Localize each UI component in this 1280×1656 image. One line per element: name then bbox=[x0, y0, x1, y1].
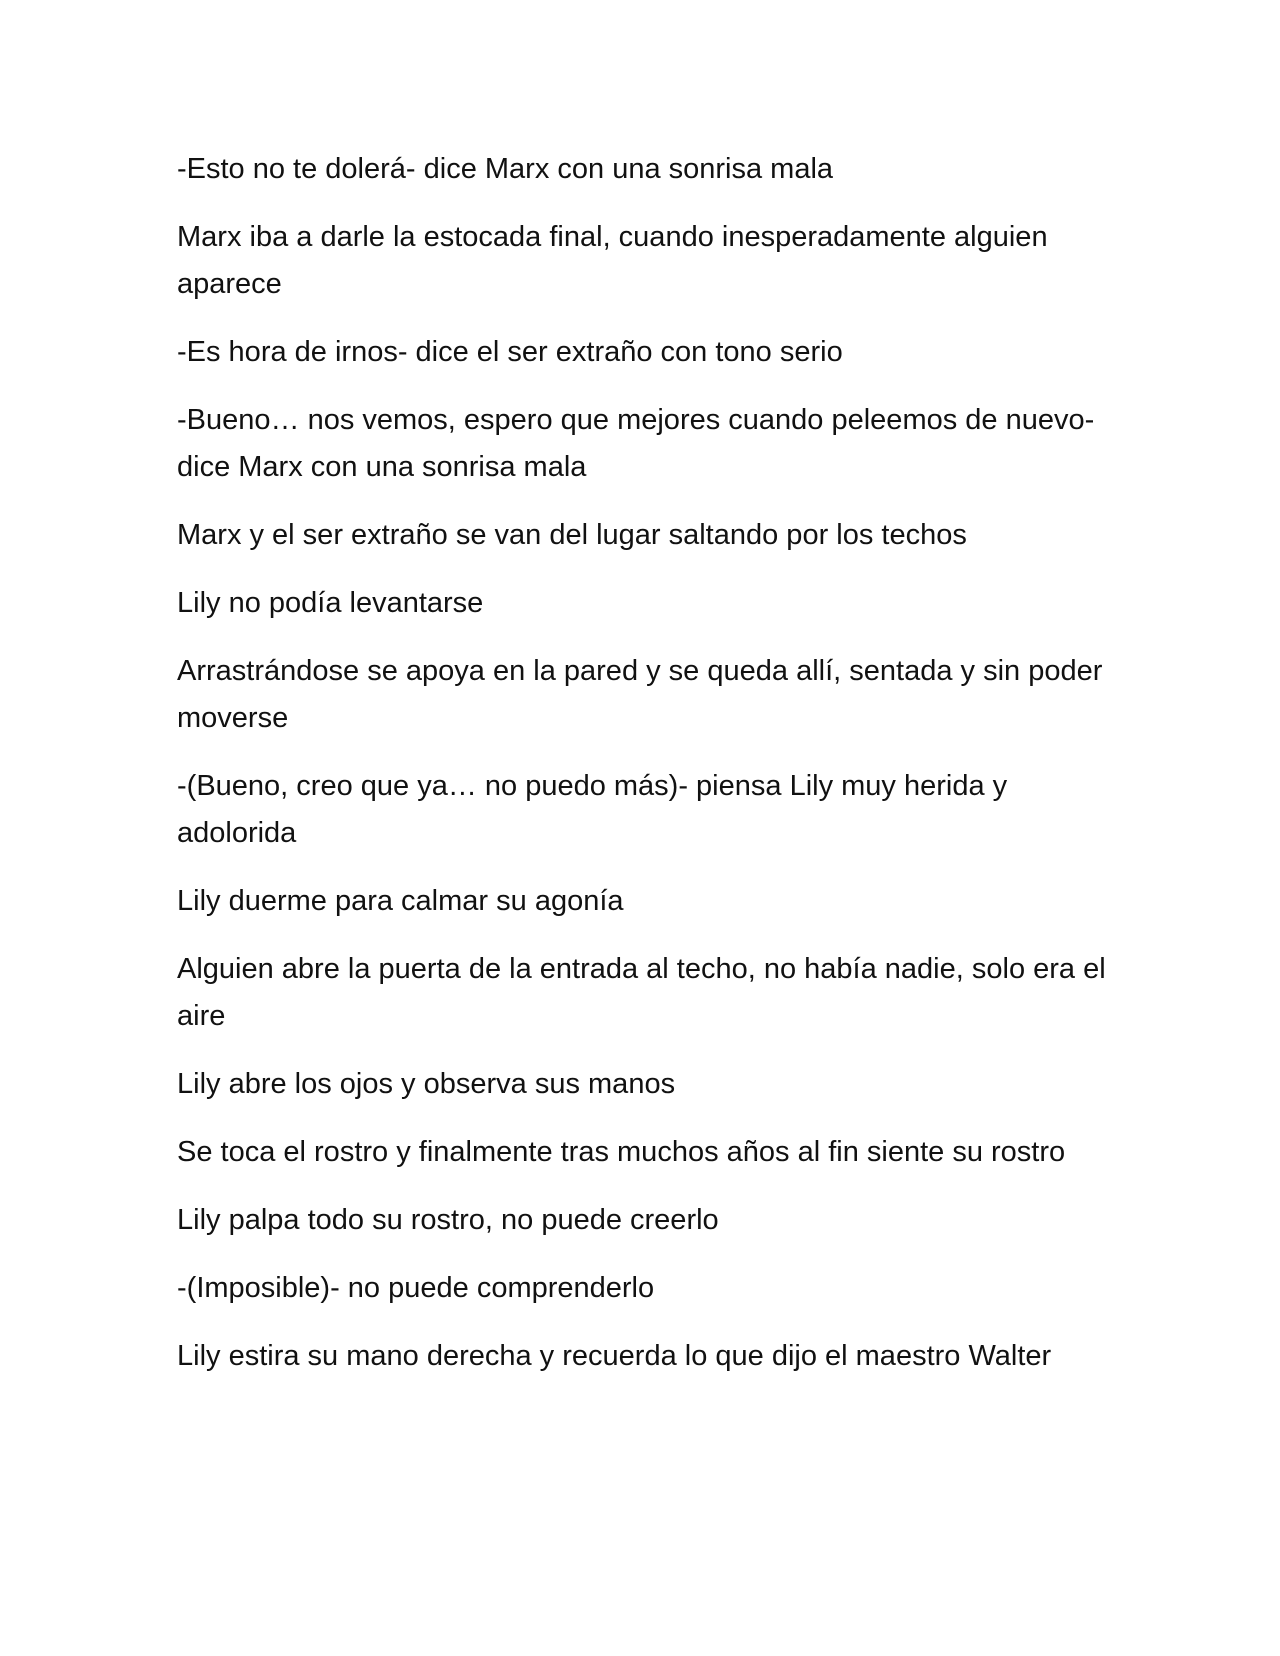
paragraph: Alguien abre la puerta de la entrada al techo, no había nadie, solo era el aire bbox=[177, 953, 1106, 1032]
paragraph: Lily estira su mano derecha y recuerda lo que dijo el maestro Walter bbox=[177, 1340, 1052, 1372]
paragraph: Arrastrándose se apoya en la pared y se queda allí, sentada y sin poder moverse bbox=[177, 655, 1103, 734]
paragraph: -(Bueno, creo que ya… no puedo más)- piensa Lily muy herida y adolorida bbox=[177, 770, 1008, 849]
paragraph: Marx iba a darle la estocada final, cuando inesperadamente alguien aparece bbox=[177, 221, 1048, 300]
paragraph: Marx y el ser extraño se van del lugar saltando por los techos bbox=[177, 519, 967, 551]
paragraph: Lily palpa todo su rostro, no puede creerlo bbox=[177, 1204, 719, 1236]
paragraph: Lily abre los ojos y observa sus manos bbox=[177, 1068, 676, 1100]
paragraph: Lily duerme para calmar su agonía bbox=[177, 885, 624, 917]
paragraph: -Bueno… nos vemos, espero que mejores cuando peleemos de nuevo-dice Marx con una sonrisa mala bbox=[177, 404, 1095, 483]
paragraph: -Es hora de irnos- dice el ser extraño con tono serio bbox=[177, 336, 843, 368]
paragraph: Se toca el rostro y finalmente tras muchos años al fin siente su rostro bbox=[177, 1136, 1066, 1168]
paragraph: -(Imposible)- no puede comprenderlo bbox=[177, 1272, 655, 1304]
document-body bbox=[177, 146, 1107, 1401]
paragraph: Lily no podía levantarse bbox=[177, 587, 484, 619]
paragraph: -Esto no te dolerá- dice Marx con una sonrisa mala bbox=[177, 153, 834, 185]
